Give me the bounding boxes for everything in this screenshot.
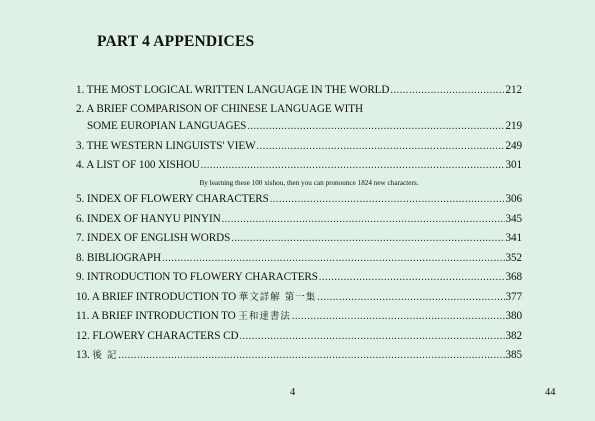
toc-entry-title bbox=[76, 346, 117, 366]
toc-entry-2-line-2 bbox=[76, 117, 522, 137]
toc-entry-2-line-1 bbox=[76, 101, 522, 118]
toc-entry-page: 219 bbox=[505, 120, 522, 132]
dot-leader bbox=[390, 82, 504, 101]
chinese-title: 後 記 bbox=[92, 350, 118, 361]
toc-entry-title: 1. THE MOST LOGICAL WRITTEN LANGUAGE IN THE WORLD bbox=[76, 84, 390, 96]
dot-leader bbox=[319, 269, 505, 288]
chinese-title: 王和達書法 bbox=[238, 311, 291, 322]
toc-entry-title: 7. INDEX OF ENGLISH WORDS bbox=[76, 232, 231, 244]
toc-entry-6 bbox=[76, 210, 522, 230]
dot-leader bbox=[118, 347, 504, 366]
dot-leader bbox=[270, 191, 505, 210]
dot-leader bbox=[239, 328, 504, 347]
toc-entry-page: 377 bbox=[505, 290, 522, 303]
table-of-contents bbox=[76, 81, 522, 366]
dot-leader bbox=[292, 308, 505, 327]
dot-leader bbox=[231, 230, 504, 249]
toc-entry-9 bbox=[76, 268, 522, 288]
toc-entry-13 bbox=[76, 346, 522, 366]
toc-entry-page: 249 bbox=[505, 139, 522, 152]
toc-entry-page: 306 bbox=[505, 193, 522, 205]
dot-leader bbox=[201, 157, 505, 176]
toc-entry-page: 301 bbox=[505, 159, 522, 171]
toc-entry-12 bbox=[76, 327, 522, 347]
toc-entry-title: 8. BIBLIOGRAPH bbox=[76, 251, 161, 264]
chinese-title: 華文詳解 第一集 bbox=[238, 291, 317, 303]
dot-leader bbox=[162, 250, 505, 269]
footer-page-number: 4 bbox=[290, 387, 296, 398]
toc-entry-page: 352 bbox=[505, 251, 522, 264]
footer-sheet-number: 44 bbox=[545, 387, 556, 398]
dot-leader bbox=[317, 289, 504, 308]
dot-leader bbox=[247, 118, 504, 137]
toc-entry-title-text: 10. A BRIEF INTRODUCTION TO bbox=[76, 290, 239, 303]
page-heading: PART 4 APPENDICES bbox=[97, 33, 255, 50]
toc-entry-page: 212 bbox=[505, 84, 522, 96]
toc-entry-5 bbox=[76, 190, 522, 210]
dot-leader bbox=[257, 138, 505, 157]
toc-entry-10 bbox=[76, 288, 522, 308]
toc-entry-title: 5. INDEX OF FLOWERY CHARACTERS bbox=[76, 193, 269, 205]
toc-entry-4 bbox=[76, 156, 522, 176]
toc-entry-title bbox=[76, 307, 291, 327]
toc-entry-title bbox=[76, 288, 316, 308]
toc-entry-page: 341 bbox=[505, 232, 522, 244]
toc-entry-title-text: 13. bbox=[76, 349, 93, 361]
toc-entry-page: 380 bbox=[505, 310, 522, 322]
toc-entry-title: 3. THE WESTERN LINGUISTS' VIEW bbox=[76, 139, 256, 152]
toc-entry-title-text: 11. A BRIEF INTRODUCTION TO bbox=[76, 310, 239, 322]
toc-entry-page: 382 bbox=[505, 329, 522, 342]
toc-entry-title: 9. INTRODUCTION TO FLOWERY CHARACTERS bbox=[76, 271, 318, 283]
toc-entry-title: 6. INDEX OF HANYU PINYIN bbox=[76, 212, 221, 225]
toc-entry-3 bbox=[76, 137, 522, 157]
dot-leader bbox=[222, 211, 505, 230]
toc-entry-title: 4. A LIST OF 100 XISHOU bbox=[76, 159, 200, 171]
toc-entry-1 bbox=[76, 81, 522, 101]
toc-entry-page: 385 bbox=[505, 349, 522, 361]
toc-entry-7 bbox=[76, 229, 522, 249]
toc-entry-title: SOME EUROPIAN LANGUAGES bbox=[87, 120, 247, 132]
toc-entry-page: 345 bbox=[505, 212, 522, 225]
toc-entry-title: 2. A BRIEF COMPARISON OF CHINESE LANGUAGE WITH bbox=[76, 102, 363, 115]
toc-note: By learning these 100 xishou, then you can pronounce 1824 new characters. bbox=[199, 178, 419, 187]
toc-entry-title: 12. FLOWERY CHARACTERS CD bbox=[76, 329, 239, 342]
toc-entry-8 bbox=[76, 249, 522, 269]
toc-entry-11 bbox=[76, 307, 522, 327]
toc-entry-page: 368 bbox=[505, 271, 522, 283]
